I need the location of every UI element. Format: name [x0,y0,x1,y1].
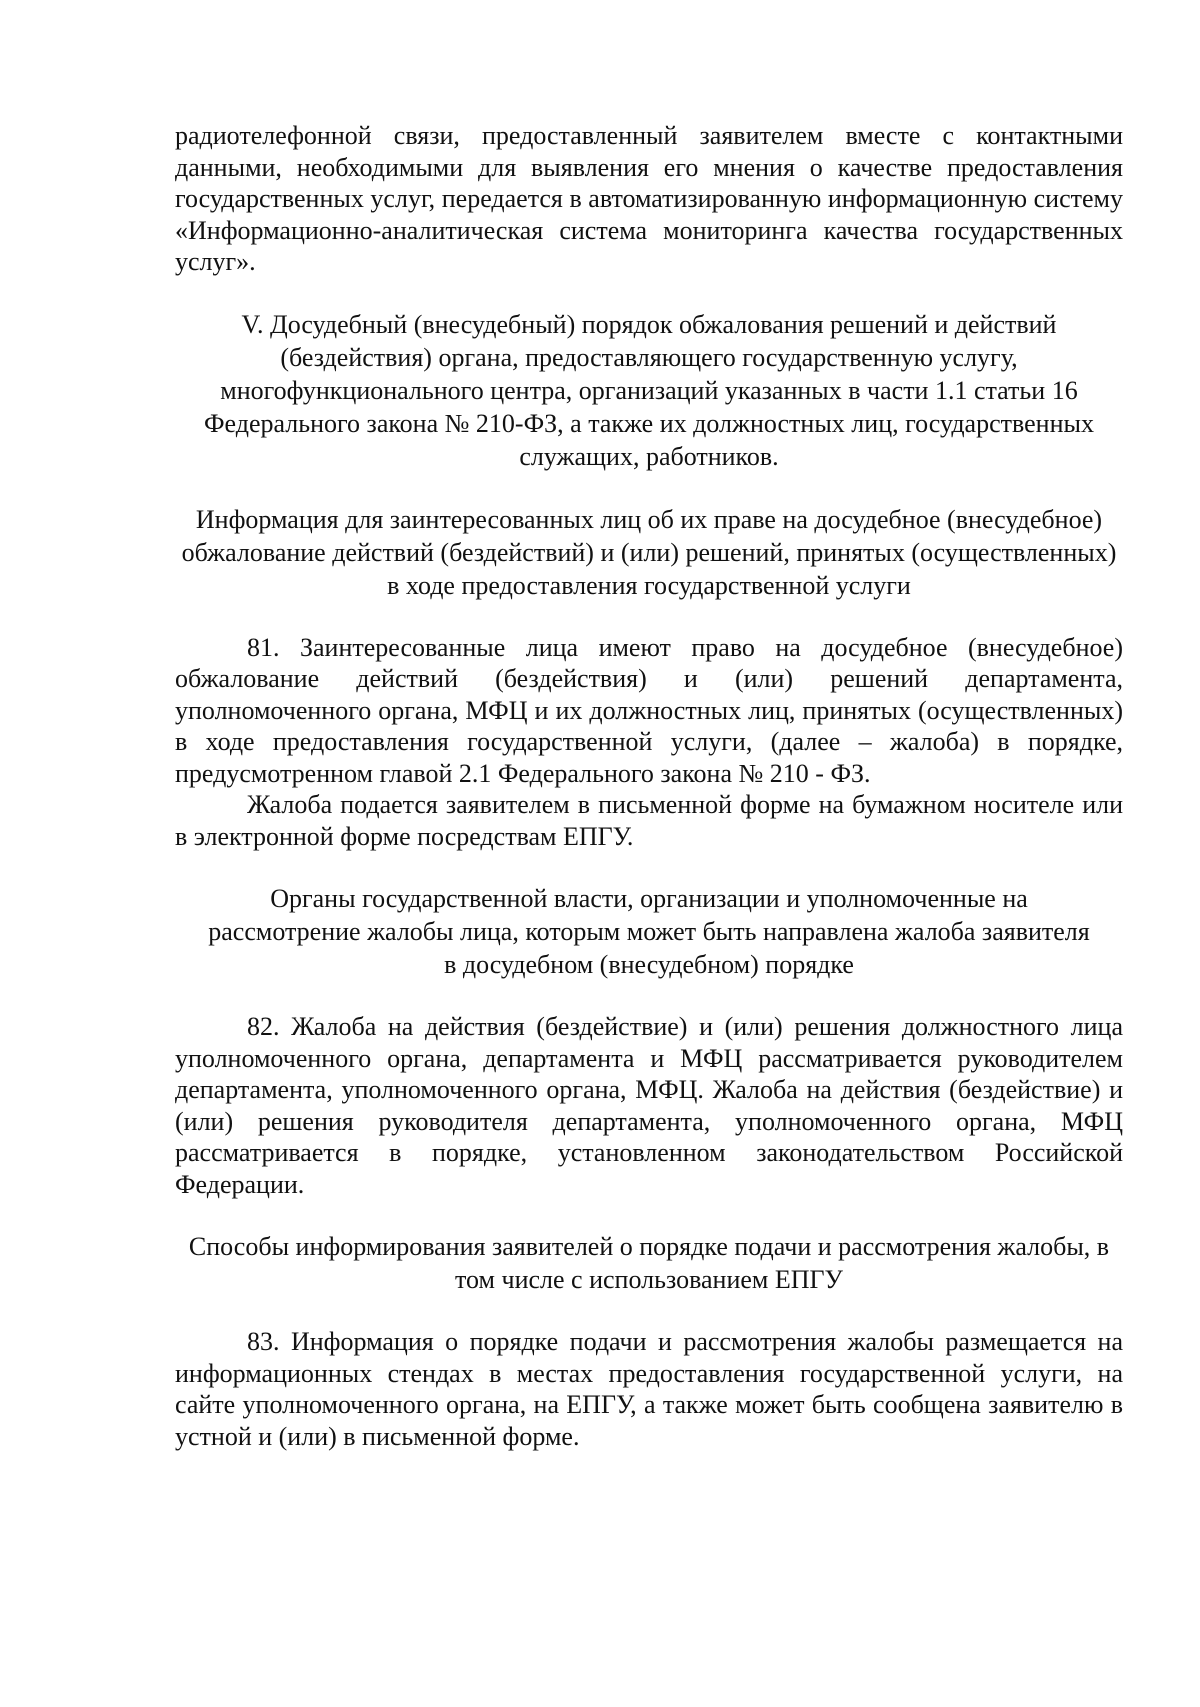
paragraph-81: 81. Заинтересованные лица имеют право на досудебное (внесудебное) обжалование действий (бездействия) и (или) решений департамента, уполномоченного органа, МФЦ и их должностных лиц, принятых (осуществленных) в ходе предоставления государственной услуги, (далее – жалоба) в порядке, предусмотренном главой 2.1 Федерального закона № 210 - ФЗ. [175,632,1123,788]
methods-subheading: Способы информирования заявителей о порядке подачи и рассмотрения жалобы, в том числе с использованием ЕПГУ [188,1232,1110,1294]
paragraph-82: 82. Жалоба на действия (бездействие) и (или) решения должностного лица уполномоченного органа, департамента и МФЦ рассматривается руководителем департамента, уполномоченного органа, МФЦ. Жалоба на действия (бездействие) и (или) решения руководителя департамента, уполномоченного органа, МФЦ рассматривается в порядке, установленном законодательством Российской Федерации. [175,1012,1123,1199]
document-body [175,120,1123,1452]
paragraph-83: 83. Информация о порядке подачи и рассмотрения жалобы размещается на информационных стендах в местах предоставления государственной услуги, на сайте уполномоченного органа, на ЕПГУ, а также может быть сообщена заявителю в устной и (или) в письменной форме. [175,1327,1123,1451]
paragraph-complaint: Жалоба подается заявителем в письменной форме на бумажном носителе или в электронной форме посредствам ЕПГУ. [175,790,1123,851]
section-v-heading: V. Досудебный (внесудебный) порядок обжалования решений и действий (бездействия) органа, предоставляющего государственную услугу, многофункционального центра, организаций указанных в части 1.1 статьи 16 Федерального закона № 210-ФЗ, а также их должностных лиц, государственных служащих, работников. [204,309,1094,471]
info-subheading: Информация для заинтересованных лиц об их праве на досудебное (внесудебное) обжалование действий (бездействий) и (или) решений, принятых (осуществленных) в ходе предоставления государственной услуги [181,504,1117,600]
intro-paragraph: радиотелефонной связи, предоставленный заявителем вместе с контактными данными, необходимыми для выявления его мнения о качестве предоставления государственных услуг, передается в автоматизированную информационную систему «Информационно-аналитическая система мониторинга качества государственных услуг». [175,121,1123,276]
organs-subheading: Органы государственной власти, организации и уполномоченные на рассмотрение жалобы лица, которым может быть направлена жалоба заявителя в досудебном (внесудебном) порядке [208,884,1090,979]
